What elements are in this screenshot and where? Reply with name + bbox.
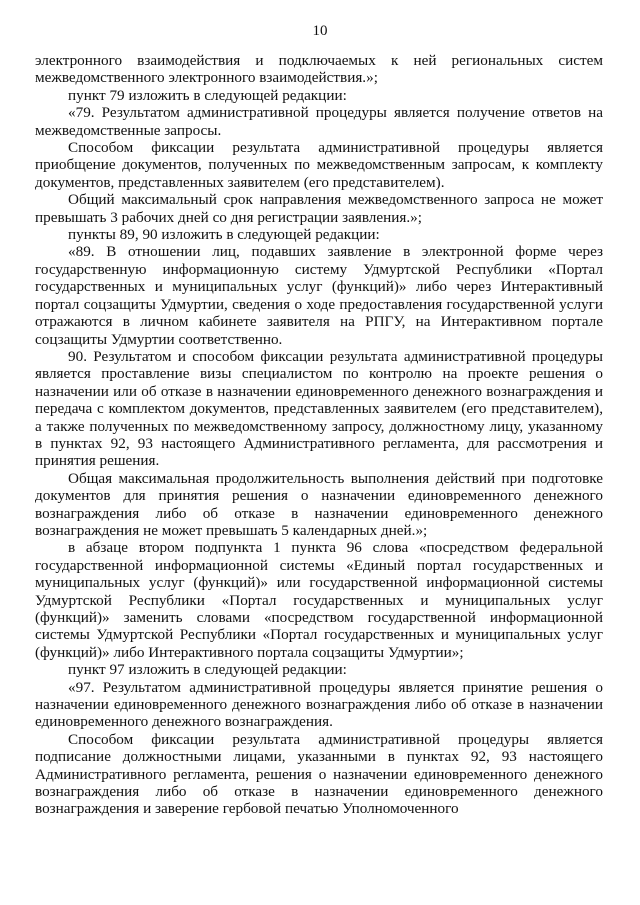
paragraph-instruction-89-90: пункты 89, 90 изложить в следующей редакции: — [68, 226, 380, 244]
paragraph-fixation-method-79: Способом фиксации результата административной процедуры является приобщение документов, полученных по межведомственным запросам, к комплекту документов, представленных заявителем (его представителем). — [35, 139, 603, 191]
paragraph-amendment-96: в абзаце втором подпункта 1 пункта 96 слова «посредством федеральной государственной информационной системы «Единый портал государственных и муниципальных услуг (функций)» или государственной информационной системы Удмуртской Республики «Портал государственных и муниципальных услуг (функций)» заменить словами «посредством государственной информационной системы Удмуртской Республики «Портал государственных и муниципальных услуг (функций)» либо Интерактивного портала соцзащиты Удмуртии»; — [35, 539, 603, 661]
paragraph-instruction-79: пункт 79 изложить в следующей редакции: — [68, 86, 347, 104]
paragraph-max-duration-90: Общая максимальная продолжительность выполнения действий при подготовке документов для принятия решения о назначении единовременного денежного вознаграждения либо об отказе в назначении единовременного денежного вознаграждения не может превышать 5 календарных дней.»; — [35, 469, 603, 539]
paragraph-continuation: электронного взаимодействия и подключаемых к ней региональных систем межведомственного электронного взаимодействия.»; — [35, 52, 603, 87]
paragraph-item-89: «89. В отношении лиц, подавших заявление в электронной форме через государственную информационную систему Удмуртской Республики «Портал государственных и муниципальных услуг (функций)» либо через Интерактивный портал соцзащиты Удмуртии, сведения о ходе предоставления государственной услуги отражаются в личном кабинете заявителя на РПГУ, на Интерактивном портале соцзащиты Удмуртии соответственно. — [35, 243, 603, 348]
document-body — [35, 52, 603, 818]
paragraph-instruction-97: пункт 97 изложить в следующей редакции: — [68, 661, 347, 679]
paragraph-item-90: 90. Результатом и способом фиксации результата административной процедуры является проставление визы специалистом по контролю на проекте решения о назначении или об отказе в назначении единовременного денежного вознаграждения и передача с комплектом документов, представленных заявителем (его представителем), а также полученных по межведомственному запросу, должностному лицу, указанному в пунктах 92, 93 настоящего Административного регламента, для рассмотрения и принятия решения. — [35, 347, 603, 470]
paragraph-max-term-79: Общий максимальный срок направления межведомственного запроса не может превышать 3 рабочих дней со дня регистрации заявления.»; — [35, 191, 603, 226]
paragraph-item-97: «97. Результатом административной процедуры является принятие решения о назначении единовременного денежного вознаграждения либо об отказе в назначении единовременного денежного вознаграждения. — [35, 678, 603, 731]
page-number: 10 — [312, 23, 328, 39]
paragraph-fixation-method-97: Способом фиксации результата административной процедуры является подписание должностными лицами, указанными в пунктах 92, 93 настоящего Административного регламента, решения о назначении единовременного денежного вознаграждения либо об отказе в назначении единовременного денежного вознаграждения и заверение гербовой печатью Уполномоченного — [35, 730, 603, 818]
paragraph-item-79: «79. Результатом административной процедуры является получение ответов на межведомственные запросы. — [35, 104, 603, 139]
